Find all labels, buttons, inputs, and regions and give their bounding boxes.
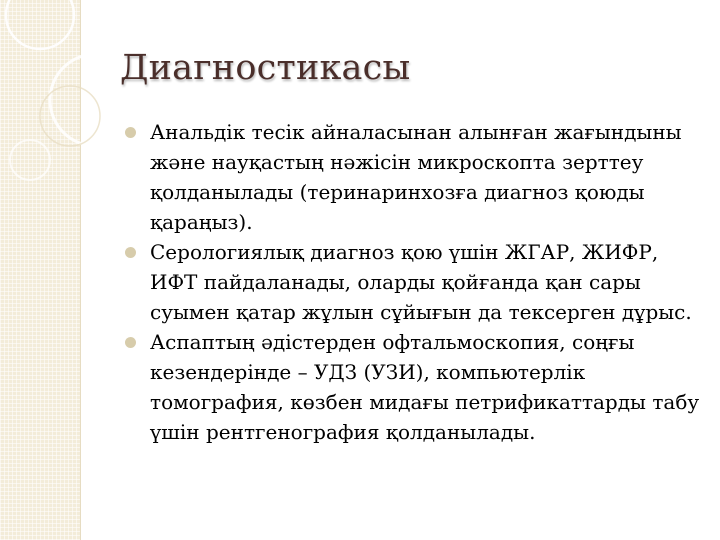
circle-ornament-decoration: [0, 0, 140, 200]
bullet-item: [125, 237, 700, 327]
bullet-dot-icon: [125, 337, 136, 348]
bullet-text: Серологиялық диагноз қою үшін ЖГАР, ЖИФР, ИФТ пайдаланады, оларды қойғанда қан сары суымен қатар жұлын сұйығын да тексерген дұрыс.: [150, 240, 692, 324]
bullet-item: [125, 327, 700, 447]
slide-title: Диагностикасы: [120, 48, 411, 88]
bullet-item: [125, 117, 700, 237]
bullet-dot-icon: [125, 247, 136, 258]
bullet-text: Аспаптың әдістерден офтальмоскопия, соңғы кезендерінде – УДЗ (УЗИ), компьютерлік томография, көзбен мидағы петрификаттарды табу үшін рентгенография қолданылады.: [150, 330, 700, 444]
bullet-list: [125, 117, 700, 447]
bullet-dot-icon: [125, 127, 136, 138]
bullet-text: Анальдік тесік айналасынан алынған жағындыны және науқастың нәжісін микроскопта зерттеу қолданылады (теринаринхозға диагноз қоюды қараңыз).: [150, 120, 682, 234]
